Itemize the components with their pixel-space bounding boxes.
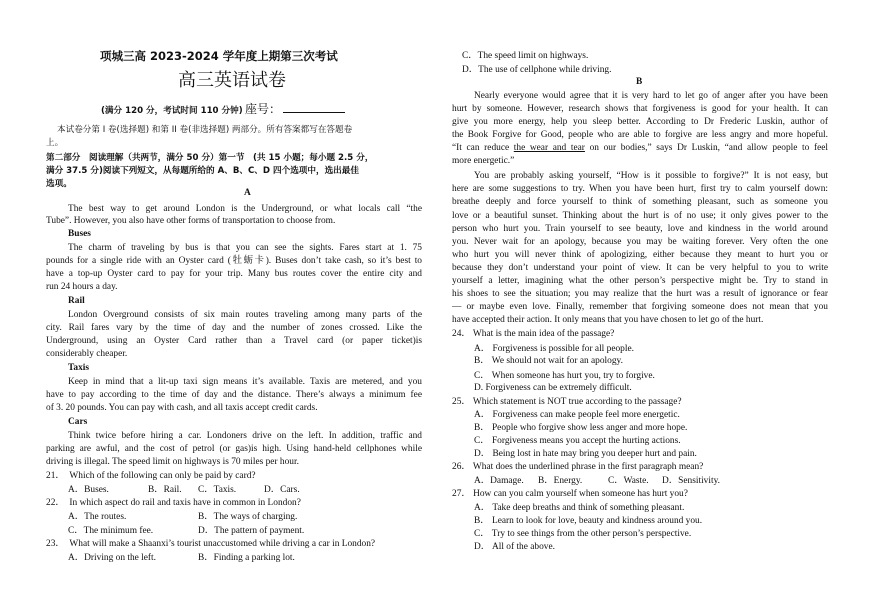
option: B．Rail. <box>148 485 182 495</box>
option: D．The use of cellphone while driving. <box>462 65 612 75</box>
option: A．The routes. <box>68 512 127 522</box>
question-23: 23． What will make a Shaanxi’s tourist unaccustomed while driving a car in London? <box>46 539 376 549</box>
option: D．Cars. <box>264 485 300 495</box>
passage-b-p2-line: person who hurt you. Train yourself to see beauty, love and kindness in the world around <box>452 224 828 234</box>
option: C．Taxis. <box>198 485 237 495</box>
passage-b-p2-line: You are probably asking yourself, “How is it possible to forgive?” It is not easy, but <box>474 171 828 181</box>
heading-rail: Rail <box>68 296 85 306</box>
passage-b-letter: B <box>636 77 643 87</box>
passage-b-p1-line: Nearly everyone would agree that it is very hard to let go of anger after you have been <box>474 91 828 101</box>
option: B． Learn to look for love, beauty and kindness around you. <box>474 516 703 526</box>
passage-b-p2-line: love or a beautiful sunset. Thinking about the hurt is of no use; it only gives power to the <box>452 211 828 221</box>
passage-a-intro-1: The best way to get around London is the Underground, or what locals call “the <box>68 204 422 214</box>
passage-b-p1-line: hurt by someone. However, research shows that forgiveness is good for your health. It can <box>452 104 828 114</box>
option: C．The minimum fee. <box>68 526 154 536</box>
passage-b-p2-line: yourself a letter, imagining what the other person’s perspective might be. Try to stand in <box>452 276 828 286</box>
section-heading-1: 第二部分 阅读理解（共两节，满分 50 分）第一节 (共 15 小题；每小题 2.5 分， <box>46 153 374 163</box>
passage-b-p1-line: give you more energy, help you sleep better. According to Dr Frederic Luskin, author of <box>452 117 828 127</box>
option: C． Forgiveness means you accept the hurting actions. <box>474 436 681 446</box>
option: C． Try to see things from the other person’s perspective. <box>474 529 692 539</box>
rail-line: Underground, using an Oyster Card rather than a Travel card (or paper ticket)is <box>46 336 422 346</box>
text-run: “It can reduce <box>452 143 514 153</box>
cars-line: driving is illegal. The speed limit on highways is 70 miles per hour. <box>46 457 299 467</box>
taxis-line: of 3. 20 pounds. You can pay with cash, and all taxis accept credit cards. <box>46 403 318 413</box>
exam-title: 高三英语试卷 <box>178 70 286 91</box>
underlined-phrase: the wear and tear <box>513 143 585 153</box>
buses-line: The charm of traveling by bus is that you can see the sights. Fares start at 1. 75 <box>68 243 422 253</box>
instruction-line-1: 本试卷分第 I 卷(选择题) 和第 II 卷(非选择题) 两部分。所有答案都写在答题卷 <box>57 125 353 135</box>
score-note <box>101 102 345 117</box>
option: B． People who forgive show less anger and more hope. <box>474 423 688 433</box>
option: A． Forgiveness is possible for all people. <box>474 344 634 354</box>
seat-blank <box>283 102 345 113</box>
heading-buses: Buses <box>68 229 91 239</box>
option: B．Energy. <box>538 476 583 486</box>
option: D．Sensitivity. <box>662 476 720 486</box>
buses-line: have a top-up Oyster card to pay for your trip. Many bus routes cover the entire city and <box>46 269 422 279</box>
rail-line: considerably cheaper. <box>46 349 128 359</box>
taxis-line: have to pay according to the time of day and the distance. There’s always a minimum fee <box>46 390 422 400</box>
question-26: 26． What does the underlined phrase in the first paragraph mean? <box>452 462 704 472</box>
option: A． Forgiveness can make people feel more energetic. <box>474 410 680 420</box>
option: A．Buses. <box>68 485 109 495</box>
passage-b-p2-line: breathe deeply and force yourself to think of something pleasant, such as someone you <box>452 197 828 207</box>
buses-line: pounds for a single ride with an Oyster card (牡蛎卡). Buses don’t take cash, so it’s best to <box>46 256 422 266</box>
option: C．Waste. <box>608 476 649 486</box>
section-heading-3: 选项。 <box>46 179 72 189</box>
option: B．The ways of charging. <box>198 512 298 522</box>
option: D．The pattern of payment. <box>198 526 305 536</box>
option: D． All of the above. <box>474 542 555 552</box>
option: B． We should not wait for an apology. <box>474 356 623 366</box>
option: C．The speed limit on highways. <box>462 51 589 61</box>
taxis-line: Keep in mind that a lit-up taxi sign means it’s available. Taxis are metered, and you <box>68 377 422 387</box>
passage-b-p1-line: the Book Forgive for Good, people who are able to forgive are less angry and more hopeful. <box>452 130 828 140</box>
option: B．Finding a parking lot. <box>198 553 295 563</box>
seat-label: 座号： <box>244 102 281 116</box>
passage-b-p1-underline-line <box>452 142 828 154</box>
heading-taxis: Taxis <box>68 363 90 373</box>
question-24: 24． What is the main idea of the passage? <box>452 329 615 339</box>
passage-a-intro-2: Tube”. However, you also have other forms of transportation to choose from. <box>46 216 336 226</box>
text-run: on our bodies,” says Dr Luskin, “and allow people to feel <box>584 143 828 153</box>
school-line: 项城三高 2023-2024 学年度上期第三次考试 <box>100 49 338 63</box>
rail-line: London Overground consists of six main routes traveling among many parts of the <box>68 310 422 320</box>
heading-cars: Cars <box>68 417 88 427</box>
buses-line: run 24 hours a day. <box>46 282 118 292</box>
passage-b-p2-line: you. Never wait for an apology, because you may be waiting forever. Very often the one <box>452 237 828 247</box>
option: A． Take deep breaths and think of something pleasant. <box>474 503 685 513</box>
passage-b-p2-line: have accepted their action. It only means that you have chosen to let go of the hurt. <box>452 315 764 325</box>
option: A．Damage. <box>474 476 524 486</box>
passage-b-p1-line: more energetic.” <box>452 156 515 166</box>
question-25: 25． Which statement is NOT true according to the passage? <box>452 397 682 407</box>
passage-b-p2-line: — or maybe even love. Finally, remember that forgiving someone does not mean that you <box>452 302 828 312</box>
option: D． Being lost in hate may bring you deeper hurt and pain. <box>474 449 697 459</box>
option: A．Driving on the left. <box>68 553 157 563</box>
question-22: 22． In which aspect do rail and taxis have in common in London? <box>46 498 301 508</box>
cars-line: Think twice before hiring a car. Londoners drive on the left. In addition, traffic and <box>68 431 422 441</box>
cars-line: parking are awful, and the cost of petrol (or gas)is high. Using hand-held cellphones while <box>46 444 422 454</box>
option: D. Forgiveness can be extremely difficult. <box>474 383 632 393</box>
passage-b-p2-line: here are some suggestions to try. When you have been hurt, first try to calm yourself down: <box>452 184 828 194</box>
question-27: 27． How can you calm yourself when someone has hurt you? <box>452 489 688 499</box>
question-21: 21． Which of the following can only be paid by card? <box>46 471 256 481</box>
passage-a-letter: A <box>244 188 251 198</box>
instruction-line-2: 上。 <box>46 138 64 148</box>
section-heading-2: 满分 37.5 分)阅读下列短文，从每题所给的 A、B、C、D 四个选项中，选出最佳 <box>46 166 359 176</box>
option: C． When someone has hurt you, try to forgive. <box>474 371 655 381</box>
rail-line: city. Rail fares vary by the time of day and the number of zones crossed. Like the <box>46 323 422 333</box>
score-note-text: (满分 120 分，考试时间 110 分钟) <box>101 106 243 116</box>
passage-b-p2-line: who hurt you will never think of apologizing, either because they meant to hurt you or <box>452 250 828 260</box>
passage-b-p2-line: his shoes to see the situation; you may realize that the hurt was a result of ignorance or fear <box>452 289 828 299</box>
passage-b-p2-line: because they don’t understand your point of view. It can be very helpful to you to write <box>452 263 828 273</box>
